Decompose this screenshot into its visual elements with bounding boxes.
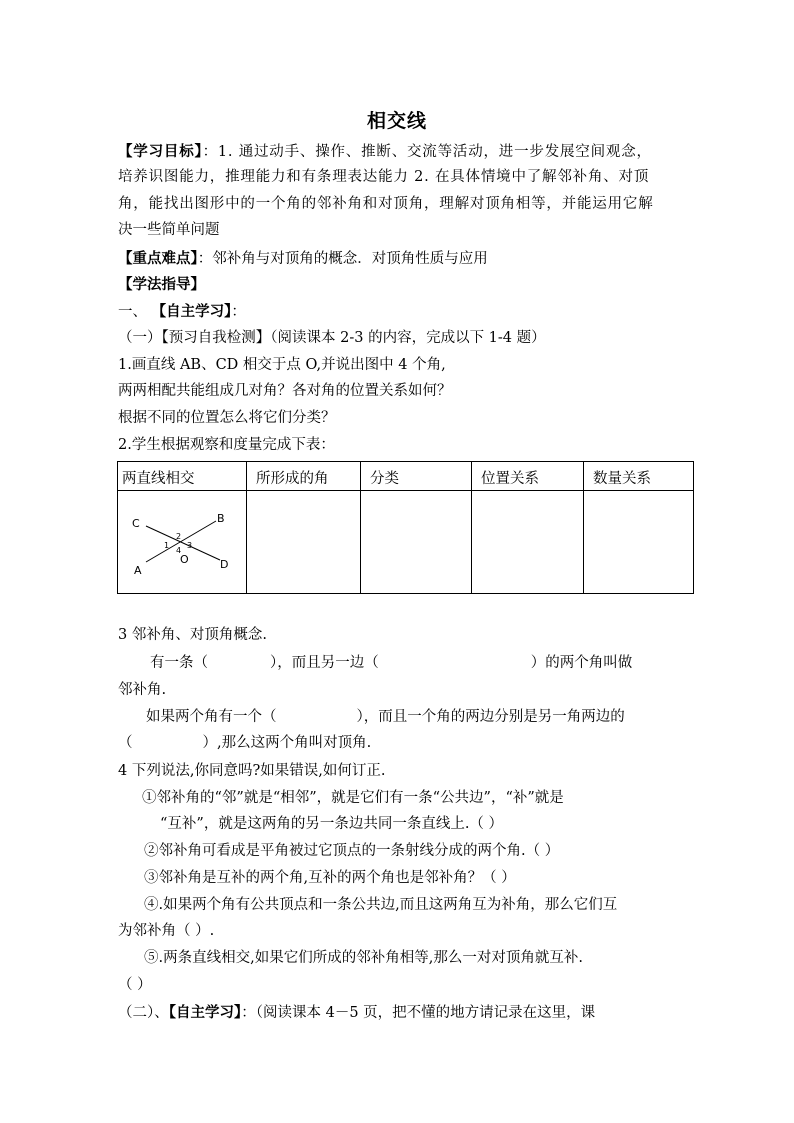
label-o: O: [180, 553, 189, 566]
question-2: 2.学生根据观察和度量完成下表：: [118, 437, 335, 453]
table-header-cell: 位置关系: [481, 471, 539, 487]
statement-5-line-2: （ ）: [118, 977, 152, 993]
objectives-line-2: 培养识图能力，推理能力和有条理表达能力 2. 在具体情境中了解邻补角、对顶: [118, 169, 650, 185]
table-divider: [471, 462, 472, 593]
angle-label-1: 1: [164, 541, 170, 550]
method-heading: 【学法指导】: [118, 276, 205, 293]
question-3-line-2: 邻补角.: [118, 682, 167, 698]
objectives-line-4: 决一些简单问题: [118, 222, 220, 238]
table-divider: [583, 462, 584, 593]
objectives-label: 【学习目标】: [118, 143, 203, 160]
statement-1-line-1: ①邻补角的“邻”就是“相邻”，就是它们有一条“公共边”，“补”就是: [142, 790, 564, 806]
statement-4-line-1: ④.如果两个角有公共顶点和一条公共边,而且这两角互为补角，那么它们互: [144, 897, 618, 913]
key-points: 【重点难点】：邻补角与对顶角的概念．对顶角性质与应用: [118, 250, 488, 267]
objectives-line-1: 【学习目标】：1. 通过动手、操作、推断、交流等活动，进一步发展空间观念，: [118, 143, 652, 160]
question-3-line-4: （ ）,那么这两个角叫对顶角.: [118, 735, 372, 751]
intersecting-lines-diagram: [128, 506, 238, 578]
table-header-cell: 数量关系: [593, 471, 651, 487]
question-1-line-3: 根据不同的位置怎么将它们分类？: [118, 410, 336, 426]
statement-5-line-1: ⑤.两条直线相交,如果它们所成的邻补角相等,那么一对对顶角就互补.: [144, 950, 583, 966]
subsection-2-heading: （二）、【自主学习】：（阅读课本 4－5 页，把不懂的地方请记录在这里，课: [118, 1004, 596, 1021]
table-divider: [246, 462, 247, 593]
statement-4-line-2: 为邻补角（ ）.: [118, 923, 215, 939]
label-a: A: [134, 564, 142, 577]
angle-label-4: 4: [176, 546, 182, 555]
angle-label-3: 3: [187, 541, 193, 550]
angles-table: [117, 461, 694, 594]
table-header-cell: 分类: [370, 471, 399, 487]
question-1-line-2: 两两相配共能组成几对角？各对角的位置关系如何？: [118, 383, 452, 399]
page-title: 相交线: [366, 110, 427, 132]
table-header-cell: 所形成的角: [256, 471, 329, 487]
question-4-title: 4 下列说法,你同意吗?如果错误,如何订正.: [118, 763, 386, 779]
statement-3: ③邻补角是互补的两个角,互补的两个角也是邻补角？（ ）: [144, 870, 516, 886]
question-3-line-3: 如果两个角有一个（ ），而且一个角的两边分别是另一角两边的: [146, 709, 625, 725]
objectives-line-3: 角，能找出图形中的一个角的邻补角和对顶角，理解对顶角相等，并能运用它解: [118, 196, 654, 212]
question-3-line-1: 有一条（ ），而且另一边（ ）的两个角叫做: [150, 655, 633, 671]
table-header-line: [118, 490, 693, 491]
label-c: C: [132, 517, 140, 530]
subsection-1-heading: （一）【预习自我检测】（阅读课本 2-3 的内容，完成以下 1-4 题）: [118, 330, 546, 346]
key-points-label: 【重点难点】: [118, 250, 198, 267]
table-divider: [360, 462, 361, 593]
table-header-cell: 两直线相交: [122, 471, 195, 487]
label-d: D: [220, 558, 229, 571]
statement-2: ②邻补角可看成是平角被过它顶点的一条射线分成的两个角.（ ）: [144, 843, 560, 859]
section-1-heading: 一、 【自主学习】：: [118, 303, 246, 320]
question-1-line-1: 1.画直线 AB、CD 相交于点 O,并说出图中 4 个角,: [118, 357, 446, 373]
statement-1-line-2: “互补”，就是这两角的另一条边共同一条直线上.（ ）: [160, 816, 504, 832]
angle-label-2: 2: [176, 532, 182, 541]
question-3-title: 3 邻补角、对顶角概念.: [118, 627, 267, 643]
label-b: B: [217, 512, 225, 525]
